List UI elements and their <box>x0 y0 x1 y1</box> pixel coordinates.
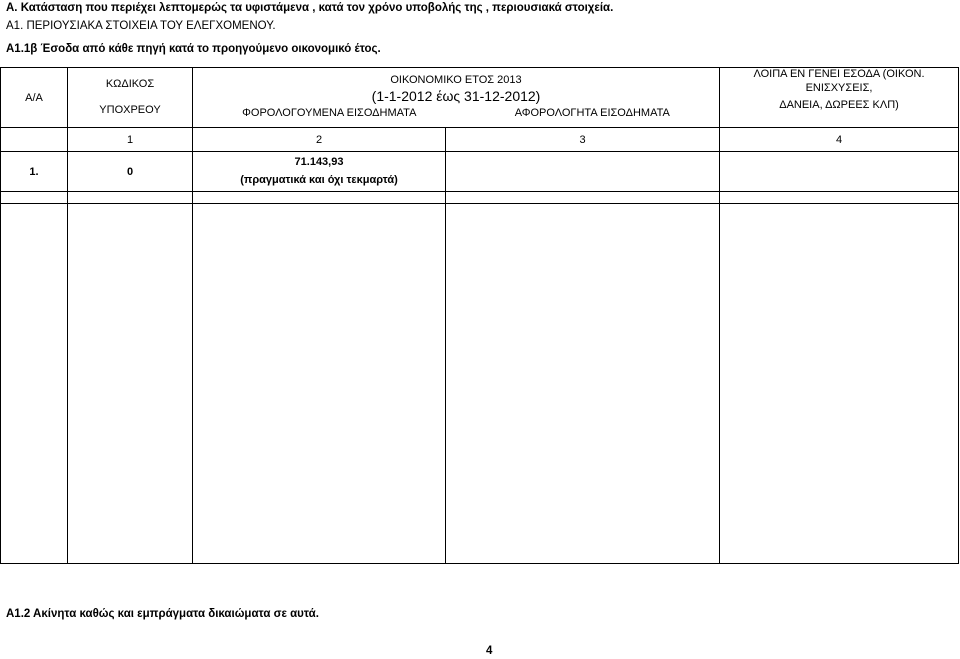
row-code: 0 <box>68 152 193 192</box>
empty-cell <box>1 204 68 564</box>
empty-cell <box>446 204 720 564</box>
column-number-1: 1 <box>68 128 193 152</box>
header-fiscal-year <box>193 68 720 128</box>
header-code-line2: ΥΠΟΧΡΕΟΥ <box>99 103 161 116</box>
header-code-line1: ΚΩΔΙΚΟΣ <box>105 77 155 90</box>
heading-a1-1b: Α1.1β Έσοδα από κάθε πηγή κατά το προηγούμενο οικονομικό έτος. <box>6 43 381 55</box>
header-fiscal-year-title: ΟΙΚΟΝΟΜΙΚΟ ΕΤΟΣ 2013 <box>390 74 522 86</box>
empty-cell <box>193 192 446 204</box>
empty-cell <box>720 204 959 564</box>
table-header-row <box>1 68 959 128</box>
row-aa: 1. <box>1 152 68 192</box>
column-number-row <box>1 128 959 152</box>
header-code <box>68 68 193 128</box>
row-taxable <box>193 152 446 192</box>
column-number-empty <box>1 128 68 152</box>
row-taxable-amount: 71.143,93 <box>294 155 344 168</box>
table-row <box>1 152 959 192</box>
empty-cell <box>68 204 193 564</box>
row-taxable-note: (πραγματικά και όχι τεκμαρτά) <box>240 173 398 186</box>
header-other-line2: ΔΑΝΕΙΑ, ΔΩΡΕΕΣ ΚΛΠ) <box>779 99 899 112</box>
header-other <box>720 68 959 128</box>
row-non-taxable <box>446 152 720 192</box>
footer-heading-a1-2: Α1.2 Ακίνητα καθώς και εμπράγματα δικαιώματα σε αυτά. <box>6 608 319 620</box>
table-row <box>1 192 959 204</box>
header-aa: Α/Α <box>1 68 68 128</box>
table-row <box>1 204 959 564</box>
empty-cell <box>193 204 446 564</box>
empty-cell <box>68 192 193 204</box>
header-taxable: ΦΟΡΟΛΟΓΟΥΜΕΝΑ ΕΙΣΟΔΗΜΑΤΑ <box>242 107 417 120</box>
empty-cell <box>446 192 720 204</box>
row-other <box>720 152 959 192</box>
column-number-3: 3 <box>446 128 720 152</box>
header-period: (1-1-2012 έως 31-12-2012) <box>371 87 541 104</box>
income-table <box>0 67 959 564</box>
empty-cell <box>720 192 959 204</box>
header-non-taxable: ΑΦΟΡΟΛΟΓΗΤΑ ΕΙΣΟΔΗΜΑΤΑ <box>514 107 670 120</box>
header-other-line1: ΛΟΙΠΑ ΕΝ ΓΕΝΕΙ ΕΣΟΔΑ (ΟΙΚΟΝ. ΕΝΙΣΧΥΣΕΙΣ, <box>753 67 925 94</box>
heading-a: Α. Κατάσταση που περιέχει λεπτομερώς τα υφιστάμενα , κατά τον χρόνο υποβολής της , περιουσιακά στοιχεία. <box>6 2 614 14</box>
column-number-2: 2 <box>193 128 446 152</box>
page-number: 4 <box>486 645 493 657</box>
column-number-4: 4 <box>720 128 959 152</box>
heading-a1: Α1. ΠΕΡΙΟΥΣΙΑΚΑ ΣΤΟΙΧΕΙΑ ΤΟΥ ΕΛΕΓΧΟΜΕΝΟΥ. <box>6 20 276 32</box>
empty-cell <box>1 192 68 204</box>
